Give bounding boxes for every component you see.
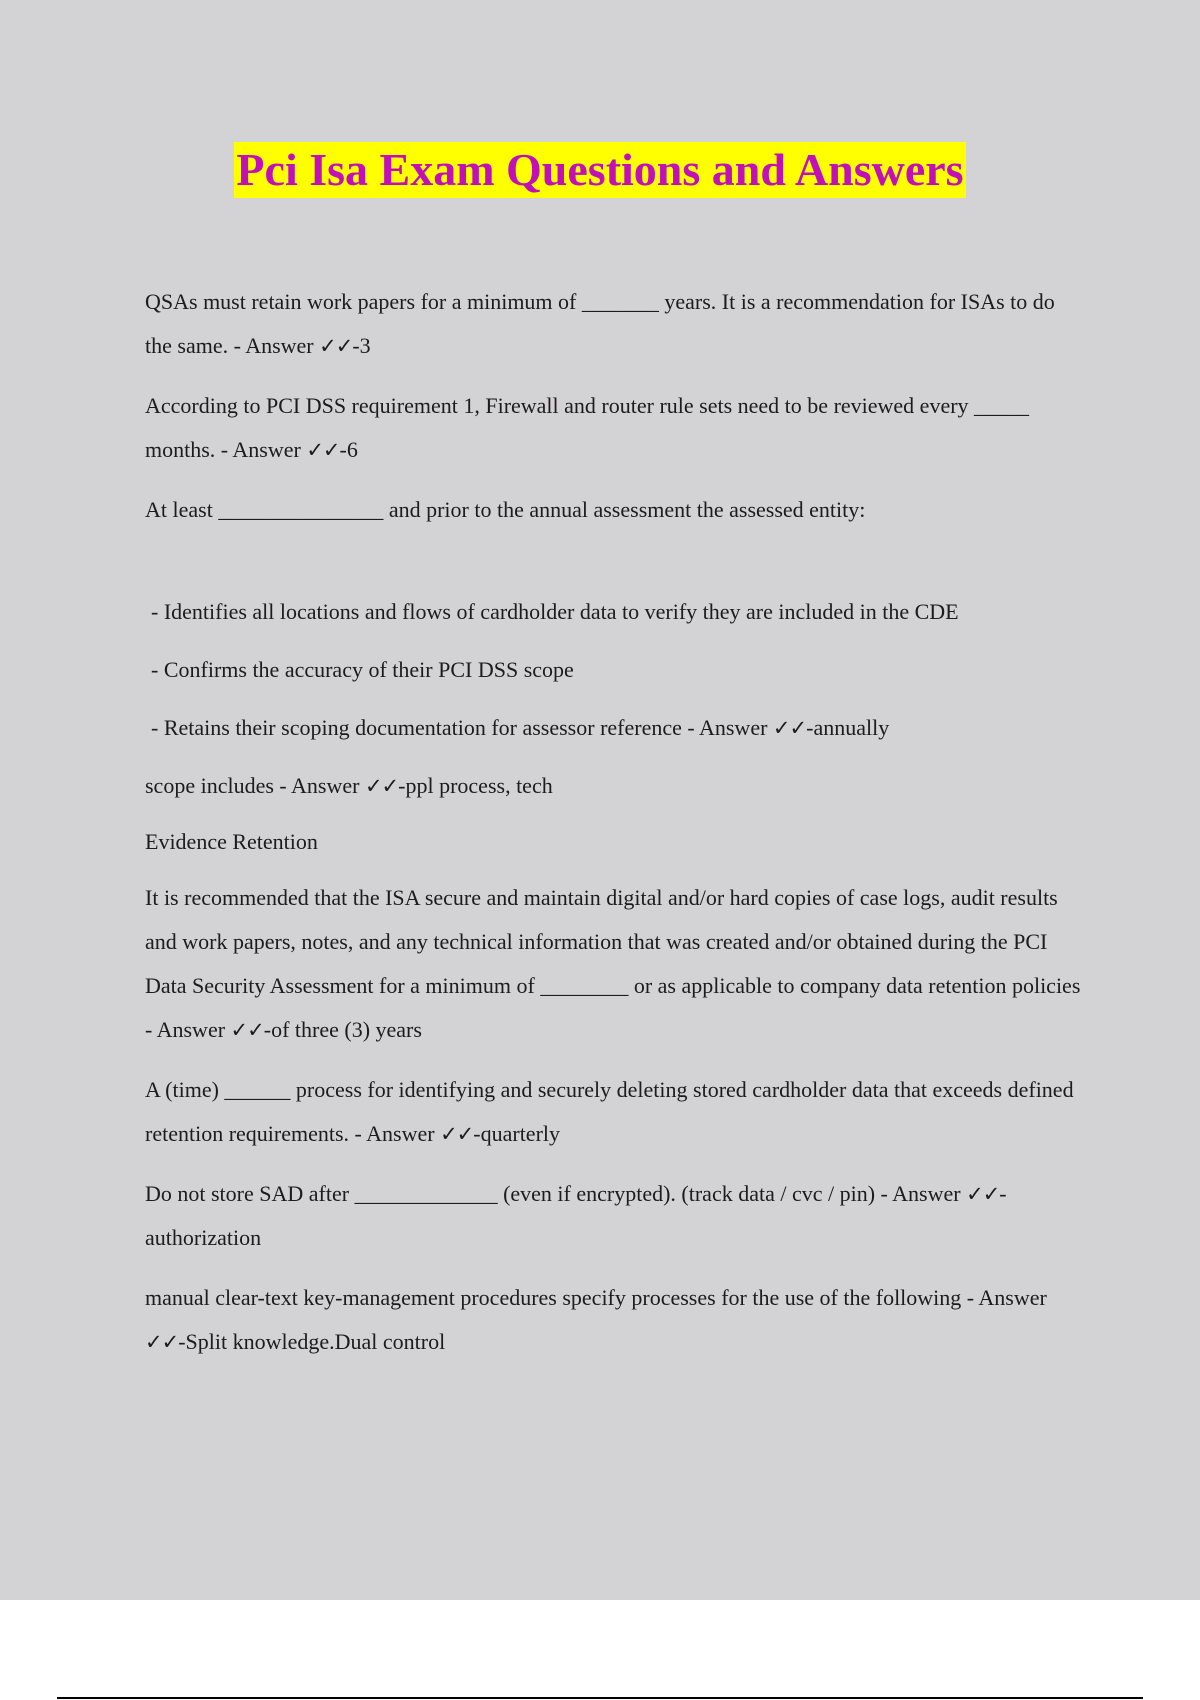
check-icon: ✓✓: [145, 1330, 179, 1354]
question-text: According to PCI DSS requirement 1, Firewall and router rule sets need to be reviewed every _____ months. - Answer: [145, 393, 1030, 462]
qa-item: [145, 1068, 1085, 1156]
qa-item: [145, 384, 1085, 472]
bullet-text: - Retains their scoping documentation for assessor reference - Answer: [151, 715, 773, 740]
question-text: It is recommended that the ISA secure and maintain digital and/or hard copies of case logs, audit results and work papers, notes, and any technical information that was created and/or obtained during the PCI Data Security Assessment for a minimum of ________ or as applicable to company data retention policies - Answer: [145, 885, 1081, 1042]
title-text: Pci Isa Exam Questions and Answers: [234, 142, 965, 198]
answer-text: -of three (3) years: [263, 1017, 422, 1042]
check-icon: ✓✓: [319, 334, 353, 358]
qa-item: [145, 1172, 1085, 1260]
question-text: Do not store SAD after _____________ (even if encrypted). (track data / cvc / pin) - Answer: [145, 1181, 967, 1206]
question-text: scope includes - Answer: [145, 773, 365, 798]
qa-item: [145, 764, 1085, 808]
document-title: [0, 142, 1200, 198]
check-icon: ✓✓: [440, 1122, 474, 1146]
qa-item: [145, 488, 1085, 532]
section-heading: [145, 820, 1085, 864]
check-icon: ✓✓: [306, 438, 340, 462]
question-text: QSAs must retain work papers for a minimum of _______ years. It is a recommendation for ISAs to do the same. - Answer: [145, 289, 1055, 358]
qa-item: [145, 876, 1085, 1052]
bullet-item: [145, 648, 1085, 692]
qa-item: [145, 1276, 1085, 1364]
bullet-item: [145, 706, 1085, 750]
answer-text: -quarterly: [473, 1121, 561, 1146]
check-icon: ✓✓: [364, 774, 399, 798]
answer-text: -annually: [806, 715, 890, 740]
qa-item: [145, 280, 1085, 368]
answer-text: -6: [339, 437, 358, 462]
answer-text: -authorization: [145, 1181, 1007, 1250]
bullet-item: [145, 590, 1085, 634]
heading-text: Evidence Retention: [145, 829, 318, 854]
answer-text: -Split knowledge.Dual control: [178, 1329, 446, 1354]
question-text: A (time) ______ process for identifying and securely deleting stored cardholder data that exceeds defined retention requirements. - Answer: [145, 1077, 1074, 1146]
answer-text: -3: [352, 333, 371, 358]
check-icon: ✓✓: [772, 716, 807, 740]
check-icon: ✓✓: [966, 1182, 1000, 1206]
bullet-text: - Confirms the accuracy of their PCI DSS scope: [151, 657, 574, 682]
answer-text: -ppl process, tech: [398, 773, 553, 798]
question-text: At least _______________ and prior to the annual assessment the assessed entity:: [145, 497, 866, 522]
question-text: manual clear-text key-management procedures specify processes for the use of the following - Answer: [145, 1285, 1047, 1310]
bullet-text: - Identifies all locations and flows of cardholder data to verify they are included in the CDE: [151, 599, 959, 624]
check-icon: ✓✓: [230, 1018, 264, 1042]
qa-list: [145, 280, 1085, 1380]
footer-divider: [57, 1697, 1143, 1699]
